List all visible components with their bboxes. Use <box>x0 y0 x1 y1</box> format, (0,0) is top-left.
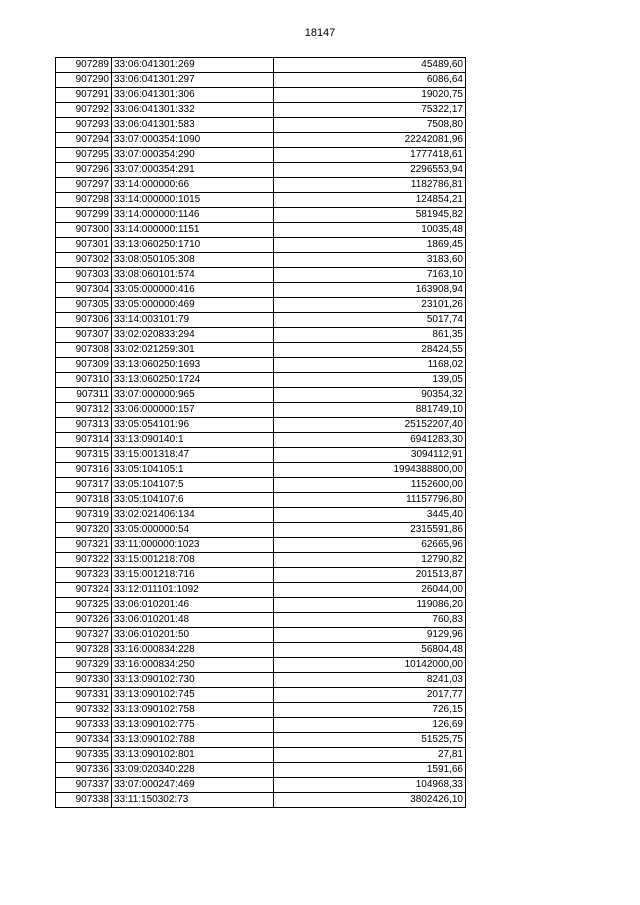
row-number: 907300 <box>56 223 112 238</box>
table-row <box>56 733 466 748</box>
table-row <box>56 283 466 298</box>
cadastral-value: 124854,21 <box>274 193 466 208</box>
cadastral-number: 33:15:001218:716 <box>112 568 274 583</box>
cadastral-number: 33:13:090102:730 <box>112 673 274 688</box>
row-number: 907330 <box>56 673 112 688</box>
cadastral-number: 33:05:104107:6 <box>112 493 274 508</box>
table-row <box>56 508 466 523</box>
row-number: 907320 <box>56 523 112 538</box>
table-row <box>56 643 466 658</box>
row-number: 907298 <box>56 193 112 208</box>
cadastral-value: 51525,75 <box>274 733 466 748</box>
table-row <box>56 598 466 613</box>
cadastral-value: 75322,17 <box>274 103 466 118</box>
cadastral-value: 1591,66 <box>274 763 466 778</box>
row-number: 907327 <box>56 628 112 643</box>
table-row <box>56 208 466 223</box>
cadastral-value: 119086,20 <box>274 598 466 613</box>
cadastral-number: 33:16:000834:250 <box>112 658 274 673</box>
row-number: 907325 <box>56 598 112 613</box>
row-number: 907291 <box>56 88 112 103</box>
cadastral-value: 27,81 <box>274 748 466 763</box>
row-number: 907338 <box>56 793 112 808</box>
cadastral-number: 33:02:020833:294 <box>112 328 274 343</box>
row-number: 907317 <box>56 478 112 493</box>
cadastral-value: 1994388800,00 <box>274 463 466 478</box>
cadastral-number: 33:13:090102:775 <box>112 718 274 733</box>
cadastral-number: 33:07:000354:290 <box>112 148 274 163</box>
cadastral-number: 33:06:041301:583 <box>112 118 274 133</box>
cadastral-number: 33:13:090102:801 <box>112 748 274 763</box>
cadastral-number: 33:13:060250:1710 <box>112 238 274 253</box>
table-row <box>56 478 466 493</box>
cadastral-value: 1777418,61 <box>274 148 466 163</box>
cadastral-number: 33:02:021259:301 <box>112 343 274 358</box>
table-row <box>56 463 466 478</box>
cadastral-number: 33:14:000000:1151 <box>112 223 274 238</box>
cadastral-value: 126,69 <box>274 718 466 733</box>
cadastral-value: 2017,77 <box>274 688 466 703</box>
cadastral-number: 33:06:000000:157 <box>112 403 274 418</box>
row-number: 907293 <box>56 118 112 133</box>
row-number: 907332 <box>56 703 112 718</box>
cadastral-number: 33:09:020340:228 <box>112 763 274 778</box>
row-number: 907309 <box>56 358 112 373</box>
table-body <box>56 58 466 808</box>
cadastral-value: 6086,64 <box>274 73 466 88</box>
row-number: 907294 <box>56 133 112 148</box>
row-number: 907315 <box>56 448 112 463</box>
table-row <box>56 163 466 178</box>
row-number: 907299 <box>56 208 112 223</box>
cadastral-value: 3802426,10 <box>274 793 466 808</box>
cadastral-number: 33:08:050105:308 <box>112 253 274 268</box>
row-number: 907295 <box>56 148 112 163</box>
cadastral-value: 90354,32 <box>274 388 466 403</box>
cadastral-value: 22242081,96 <box>274 133 466 148</box>
cadastral-value: 45489,60 <box>274 58 466 73</box>
row-number: 907328 <box>56 643 112 658</box>
cadastral-number: 33:13:090140:1 <box>112 433 274 448</box>
row-number: 907319 <box>56 508 112 523</box>
cadastral-number: 33:15:001318:47 <box>112 448 274 463</box>
table-row <box>56 718 466 733</box>
table-row <box>56 388 466 403</box>
table-row <box>56 538 466 553</box>
table-row <box>56 103 466 118</box>
row-number: 907297 <box>56 178 112 193</box>
row-number: 907290 <box>56 73 112 88</box>
table-row <box>56 568 466 583</box>
row-number: 907326 <box>56 613 112 628</box>
cadastral-number: 33:05:054101:96 <box>112 418 274 433</box>
row-number: 907324 <box>56 583 112 598</box>
cadastral-number: 33:05:000000:469 <box>112 298 274 313</box>
table-row <box>56 418 466 433</box>
table-row <box>56 133 466 148</box>
cadastral-value: 9129,96 <box>274 628 466 643</box>
cadastral-number: 33:07:000000:965 <box>112 388 274 403</box>
cadastral-number: 33:07:000247:469 <box>112 778 274 793</box>
cadastral-number: 33:13:090102:745 <box>112 688 274 703</box>
cadastral-value: 861,35 <box>274 328 466 343</box>
cadastral-number: 33:07:000354:291 <box>112 163 274 178</box>
cadastral-value: 5017,74 <box>274 313 466 328</box>
cadastral-value: 11157796,80 <box>274 493 466 508</box>
table-row <box>56 763 466 778</box>
row-number: 907307 <box>56 328 112 343</box>
row-number: 907329 <box>56 658 112 673</box>
row-number: 907303 <box>56 268 112 283</box>
cadastral-value: 1152600,00 <box>274 478 466 493</box>
row-number: 907334 <box>56 733 112 748</box>
cadastral-value: 163908,94 <box>274 283 466 298</box>
cadastral-value: 104968,33 <box>274 778 466 793</box>
cadastral-value: 1168,02 <box>274 358 466 373</box>
cadastral-value: 10035,48 <box>274 223 466 238</box>
cadastral-number: 33:12:011101:1092 <box>112 583 274 598</box>
row-number: 907313 <box>56 418 112 433</box>
row-number: 907331 <box>56 688 112 703</box>
row-number: 907314 <box>56 433 112 448</box>
table-row <box>56 148 466 163</box>
page-number: 18147 <box>304 27 336 39</box>
cadastral-number: 33:05:104107:5 <box>112 478 274 493</box>
cadastral-value: 23101,26 <box>274 298 466 313</box>
cadastral-number: 33:15:001218:708 <box>112 553 274 568</box>
table-row <box>56 373 466 388</box>
cadastral-value: 8241,03 <box>274 673 466 688</box>
cadastral-value: 760,83 <box>274 613 466 628</box>
cadastral-number: 33:14:000000:66 <box>112 178 274 193</box>
cadastral-value: 2315591,86 <box>274 523 466 538</box>
row-number: 907304 <box>56 283 112 298</box>
cadastral-number: 33:02:021406:134 <box>112 508 274 523</box>
table-row <box>56 793 466 808</box>
cadastral-number: 33:16:000834:228 <box>112 643 274 658</box>
table-row <box>56 358 466 373</box>
table-row <box>56 688 466 703</box>
table-row <box>56 583 466 598</box>
cadastral-number: 33:05:104105:1 <box>112 463 274 478</box>
cadastral-value: 2296553,94 <box>274 163 466 178</box>
row-number: 907312 <box>56 403 112 418</box>
row-number: 907318 <box>56 493 112 508</box>
row-number: 907316 <box>56 463 112 478</box>
cadastral-number: 33:14:000000:1015 <box>112 193 274 208</box>
row-number: 907310 <box>56 373 112 388</box>
cadastral-number: 33:13:090102:788 <box>112 733 274 748</box>
cadastral-value: 581945,82 <box>274 208 466 223</box>
cadastral-number: 33:06:041301:332 <box>112 103 274 118</box>
cadastral-value: 28424,55 <box>274 343 466 358</box>
cadastral-value: 25152207,40 <box>274 418 466 433</box>
cadastral-value: 3445,40 <box>274 508 466 523</box>
cadastral-number: 33:07:000354:1090 <box>112 133 274 148</box>
cadastral-number: 33:06:010201:50 <box>112 628 274 643</box>
row-number: 907301 <box>56 238 112 253</box>
cadastral-value: 1182786,81 <box>274 178 466 193</box>
cadastral-number: 33:05:000000:54 <box>112 523 274 538</box>
row-number: 907302 <box>56 253 112 268</box>
cadastral-value: 26044,00 <box>274 583 466 598</box>
table-row <box>56 178 466 193</box>
cadastral-number: 33:13:060250:1724 <box>112 373 274 388</box>
row-number: 907292 <box>56 103 112 118</box>
cadastral-value: 56804,48 <box>274 643 466 658</box>
row-number: 907321 <box>56 538 112 553</box>
table-row <box>56 613 466 628</box>
table-row <box>56 553 466 568</box>
table-row <box>56 658 466 673</box>
table-row <box>56 223 466 238</box>
table-row <box>56 748 466 763</box>
table-row <box>56 73 466 88</box>
cadastral-number: 33:14:000000:1146 <box>112 208 274 223</box>
cadastral-value: 3183,60 <box>274 253 466 268</box>
table-row <box>56 343 466 358</box>
table-row <box>56 673 466 688</box>
row-number: 907305 <box>56 298 112 313</box>
cadastral-number: 33:06:041301:306 <box>112 88 274 103</box>
row-number: 907323 <box>56 568 112 583</box>
table-row <box>56 433 466 448</box>
table-row <box>56 493 466 508</box>
table-row <box>56 778 466 793</box>
cadastral-value-table <box>55 57 466 808</box>
table-row <box>56 403 466 418</box>
cadastral-number: 33:06:041301:297 <box>112 73 274 88</box>
row-number: 907322 <box>56 553 112 568</box>
cadastral-number: 33:11:150302:73 <box>112 793 274 808</box>
cadastral-value: 7163,10 <box>274 268 466 283</box>
cadastral-value: 62665,96 <box>274 538 466 553</box>
cadastral-value: 7508,80 <box>274 118 466 133</box>
cadastral-value: 881749,10 <box>274 403 466 418</box>
cadastral-number: 33:11:000000:1023 <box>112 538 274 553</box>
row-number: 907306 <box>56 313 112 328</box>
row-number: 907296 <box>56 163 112 178</box>
cadastral-number: 33:08:060101:574 <box>112 268 274 283</box>
cadastral-value: 10142000,00 <box>274 658 466 673</box>
cadastral-value: 12790,82 <box>274 553 466 568</box>
table-row <box>56 328 466 343</box>
table-row <box>56 253 466 268</box>
cadastral-number: 33:05:000000:416 <box>112 283 274 298</box>
row-number: 907289 <box>56 58 112 73</box>
cadastral-number: 33:14:003101:79 <box>112 313 274 328</box>
cadastral-value: 19020,75 <box>274 88 466 103</box>
cadastral-number: 33:06:041301:269 <box>112 58 274 73</box>
row-number: 907335 <box>56 748 112 763</box>
row-number: 907337 <box>56 778 112 793</box>
table-row <box>56 298 466 313</box>
table-row <box>56 313 466 328</box>
row-number: 907333 <box>56 718 112 733</box>
cadastral-number: 33:13:060250:1693 <box>112 358 274 373</box>
table-row <box>56 448 466 463</box>
cadastral-value: 201513,87 <box>274 568 466 583</box>
cadastral-value: 139,05 <box>274 373 466 388</box>
cadastral-value: 3094112,91 <box>274 448 466 463</box>
cadastral-number: 33:06:010201:46 <box>112 598 274 613</box>
table-row <box>56 58 466 73</box>
cadastral-value: 6941283,30 <box>274 433 466 448</box>
table-row <box>56 628 466 643</box>
table-row <box>56 268 466 283</box>
table-row <box>56 88 466 103</box>
cadastral-value: 1869,45 <box>274 238 466 253</box>
row-number: 907336 <box>56 763 112 778</box>
row-number: 907308 <box>56 343 112 358</box>
cadastral-value: 726,15 <box>274 703 466 718</box>
cadastral-number: 33:06:010201:48 <box>112 613 274 628</box>
table-row <box>56 193 466 208</box>
table-row <box>56 238 466 253</box>
table-row <box>56 703 466 718</box>
table-row <box>56 118 466 133</box>
table-row <box>56 523 466 538</box>
cadastral-number: 33:13:090102:758 <box>112 703 274 718</box>
row-number: 907311 <box>56 388 112 403</box>
